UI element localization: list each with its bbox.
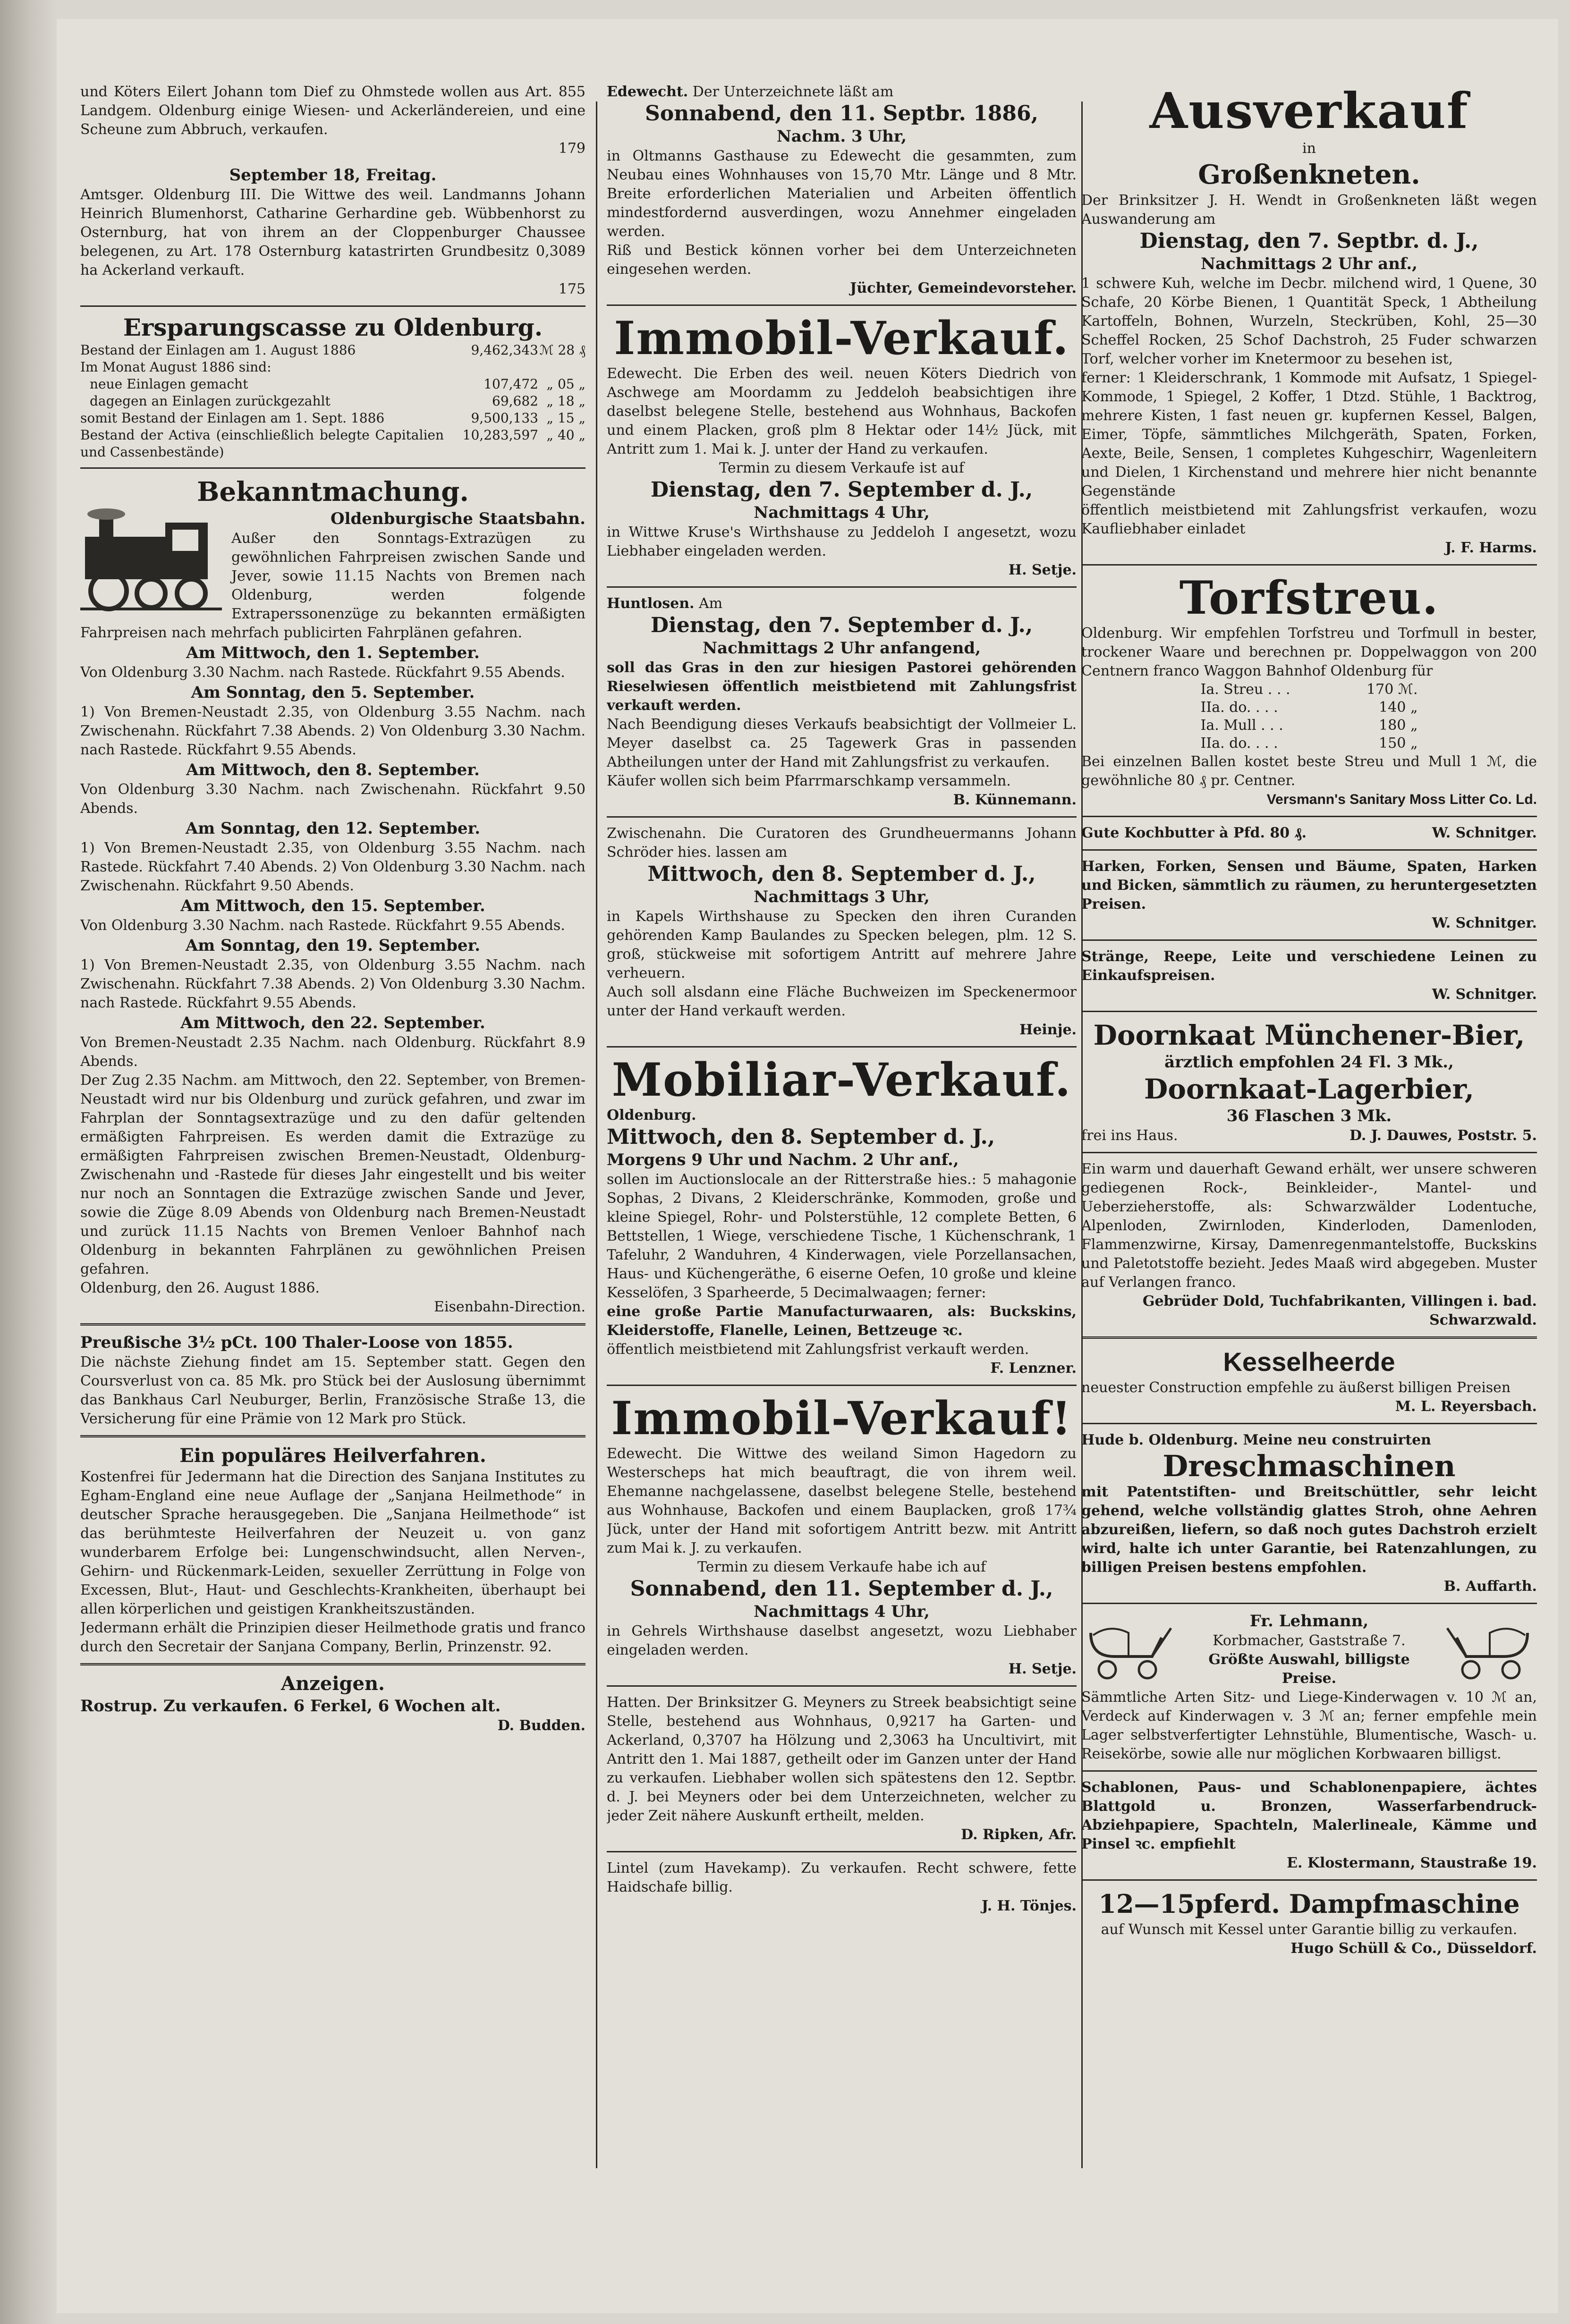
ad-time: Nachmittags 3 Uhr, (754, 887, 930, 906)
ad-title: Immobil-Verkauf! (611, 1392, 1072, 1445)
ad-name: Fr. Lehmann, (1249, 1612, 1369, 1631)
column-3 (1081, 83, 1537, 2215)
row-value: 107,472 (484, 376, 538, 392)
separator (80, 1663, 586, 1665)
ad-connector: in (1302, 140, 1316, 157)
book-spine (0, 0, 57, 2324)
ad-signature: J. F. Harms. (1445, 540, 1537, 556)
ad-lead: Termin zu diesem Verkaufe habe ich auf (697, 1559, 986, 1575)
ad-text: öffentlich meistbietend mit Zahlungsfrist verkaufen, wozu Kaufliebhaber einladet (1081, 502, 1537, 537)
ad-text: Hatten. Der Brinksitzer G. Meyners zu Streek beabsichtigt seine Stelle, bestehend aus Wohnhaus, 0,9217 ha Garten- und Ackerland, 0,3707 ha Hölzung und 2,3063 ha Uncultivirt, mit Antritt den 1. Mai 1887, getheilt oder im Ganzen unter der Hand zu verkaufen. Liebhaber wollen sich spätestens den 12. Septbr. d. J. bei Meyners oder bei dem Unterzeichneten, welcher zu jeder Zeit nähere Auskunft ertheilt, melden. (607, 1694, 1077, 1824)
ad-text: Schablonen, Paus- und Schablonenpapiere, ächtes Blattgold u. Bronzen, Wasserfarbendruck- Abziehpapiere, Spachteln, Malerlineale, Kämme und Pinsel ꝛc. empfiehlt (1081, 1779, 1537, 1852)
ad-signature: J. H. Tönjes. (981, 1898, 1077, 1914)
ad-number: 179 (558, 140, 586, 157)
entry-date: Am Mittwoch, den 15. September. (180, 896, 485, 915)
ad-heilverfahren (80, 1444, 586, 1656)
separator (607, 304, 1077, 306)
ad-ersparungscasse (80, 313, 586, 461)
ad-text: Käufer wollen sich beim Pfarrmarschkamp versammeln. (607, 773, 1011, 789)
ad-loose (80, 1332, 586, 1428)
entry-date: Am Mittwoch, den 1. September. (186, 643, 480, 662)
ad-text: sollen im Auctionslocale an der Ritterstraße hies.: 5 mahagonie Sophas, 2 Divans, 2 Kleiderschränke, Kommoden, große und kleine Spiegel, Rohr- und Polsterstühle, 12 complete Betten, 6 Bettstellen, 1 Wiege, verschiedene Tische, 1 Küchenschrank, 1 Tafeluhr, 2 Wanduhren, 4 Kinderwagen, viele Porzellansachen, Haus- und Küchengeräthe, 6 eiserne Oefen, 10 große und kleine Kesselöfen, 3 Sparheerde, 5 Decimalwaagen; ferner: (607, 1171, 1077, 1301)
ad-text: Stränge, Reepe, Leite und verschiedene Leinen zu Einkaufspreisen. (1081, 948, 1537, 984)
separator (607, 1851, 1077, 1852)
entry-date: Am Sonntag, den 19. September. (185, 936, 481, 955)
separator (1081, 1423, 1537, 1424)
pram-icon (1081, 1619, 1176, 1680)
row-label: Bestand der Einlagen am 1. August 1886 (80, 342, 356, 358)
ad-date: Mittwoch, den 8. September d. J., (647, 862, 1036, 886)
ad-signature: F. Lenzner. (990, 1360, 1077, 1377)
price-value: 170 ℳ. (1366, 681, 1418, 698)
separator (1081, 1603, 1537, 1604)
row-unit: „ 15 „ (546, 410, 586, 426)
row-unit: „ 18 „ (546, 393, 586, 409)
separator (1081, 939, 1537, 941)
ad-text: auf Wunsch mit Kessel unter Garantie billig zu verkaufen. (1101, 1921, 1518, 1938)
separator (1081, 816, 1537, 817)
ad-place: Edewecht. (607, 84, 688, 100)
row-label: somit Bestand der Einlagen am 1. Sept. 1886 (80, 410, 385, 426)
row-label: Bestand der Activa (einschließlich belegte Capitalien und Cassenbestände) (80, 427, 444, 460)
ad-text: in Oltmanns Gasthause zu Edewecht die gesammten, zum Neubau eines Wohnhauses von 15,70 Mtr. Länge und 8 Mtr. Breite erforderlichen Materialien und Arbeiten öffentlich mindestfordernd ausverdingen, wozu Annehmer eingeladen werden. (607, 148, 1077, 240)
ad-signature: Gebrüder Dold, Tuchfabrikanten, Villingen i. bad. Schwarzwald. (1142, 1293, 1537, 1328)
ad-text: Der Zug 2.35 Nachm. am Mittwoch, den 22. September, von Bremen-Neustadt wird nur bis Oldenburg und zurück gefahren, und zwar im Fahrplan der Sonntagsextrazüge und zu den dafür geltenden ermäßigten Fahrpreisen. Es werden damit die Extrazüge zu ermäßigten Fahrpreisen zwischen Bremen-Neustadt, Oldenburg-Zwischenahn und -Rastede für dieses Jahr eingestellt und bis weiter nur noch an Sonntagen die Extrazüge zwischen Sande und Jever, sowie die Züge 8.09 Abends von Oldenburg nach Bremen-Neustadt und zurück 11.15 Nachts von Bremen Venloer Bahnhof nach Oldenburg in bekannten Fahrplänen zu gewöhnlichen Preisen gefahren. (80, 1072, 586, 1277)
separator (607, 1385, 1077, 1386)
ad-schablonen (1081, 1778, 1537, 1873)
lehmann-title (1180, 1611, 1438, 1688)
ad-sept18 (80, 165, 586, 299)
ad-lodenstoffe (1081, 1160, 1537, 1330)
price-label: IIa. do. . . . (1200, 735, 1278, 752)
ad-time: Nachmittags 4 Uhr, (754, 1602, 930, 1621)
ad-signature: Versmann's Sanitary Moss Litter Co. Ld. (1266, 792, 1537, 807)
ad-lead: Termin zu diesem Verkaufe ist auf (719, 460, 964, 476)
ad-signature: Heinje. (1019, 1022, 1077, 1038)
table-row (80, 427, 586, 461)
locomotive-icon (80, 508, 222, 612)
ad-text: Jedermann erhält die Prinzipien dieser Heilmethode gratis und franco durch den Secretair der Sanjana Company, Berlin, Prinzenstr. 92. (80, 1620, 586, 1655)
entry-text: Von Oldenburg 3.30 Nachm. nach Rastede. Rückfahrt 9.55 Abends. (80, 917, 565, 934)
ad-date: Oldenburg, den 26. August 1886. (80, 1280, 320, 1296)
ad-text: Ein warm und dauerhaft Gewand erhält, wer unsere schweren gediegenen Rock-, Beinkleider-, Mantel- und Ueberzieherstoffe, als: Schwarzwälder Lodentuche, Alpenloden, Zwirnloden, Kinderloden, Damenloden, Flammenzwirne, Kirsay, Damenregenmantelstoffe, Buckskins und Paletotstoffe bezieht. Jedes Maaß wird abgegeben. Muster auf Verlangen franco. (1081, 1161, 1537, 1291)
separator (80, 1323, 586, 1326)
ad-straenge (1081, 947, 1537, 1004)
ad-place: Großenkneten. (1198, 159, 1420, 190)
ad-title: Dreschmaschinen (1163, 1449, 1456, 1483)
ad-ohmstede (80, 83, 586, 158)
entry-text: Von Oldenburg 3.30 Nachm. nach Rastede. Rückfahrt 9.55 Abends. (80, 664, 565, 681)
ad-text: in Gehrels Wirthshause daselbst angesetzt, wozu Liebhaber eingeladen werden. (607, 1623, 1077, 1658)
ad-title: Immobil-Verkauf. (614, 312, 1069, 365)
ad-text: Bei einzelnen Ballen kostet beste Streu und Mull 1 ℳ, die gewöhnliche 80 ₰ pr. Centner. (1081, 753, 1537, 789)
ad-date: Dienstag, den 7. Septbr. d. J., (1139, 229, 1479, 253)
ad-lead: Der Unterzeichnete läßt am (692, 84, 894, 100)
ad-signature: D. Budden. (497, 1717, 586, 1734)
ad-text: ferner: 1 Kleiderschrank, 1 Kommode mit Aufsatz, 1 Spiegel-Kommode, 1 Spiegel, 2 Koffer, 1 Dtzd. Stühle, 1 Backtrog, mehrere Kisten, 1 fast neuen gr. kupfernen Kessel, Balgen, Eimer, Töpfe, sämmtliches Milchgeräth, Spaten, Forken, Aexte, Beile, Sensen, 1 completes Kuhgeschirr, Wagenleitern und Dielen, 1 Kirchenstand und mehrere hier nicht benannte Gegenstände (1081, 370, 1537, 499)
table-row (80, 410, 586, 427)
table-row (80, 342, 586, 359)
ad-time: Nachmittags 2 Uhr anf., (1200, 254, 1418, 273)
ad-date: Dienstag, den 7. September d. J., (650, 478, 1033, 502)
ad-text: 1 schwere Kuh, welche im Decbr. milchend wird, 1 Quene, 30 Schafe, 20 Körbe Bienen, 1 Quantität Speck, 1 Abtheilung Kartoffeln, Bohnen, Wurzeln, Steckrüben, Kohl, 25—30 Scheffel Rocken, 25 Schof Dachstroh, 25 Fuder schwarzen Torf, welcher vorher im Knetermoor zu besehen ist, (1081, 275, 1537, 367)
ad-bekanntmachung (80, 475, 586, 1317)
ad-signature: B. Auffarth. (1443, 1578, 1537, 1595)
ad-heading: Preußische 3½ pCt. 100 Thaler-Loose von 1855. (80, 1333, 513, 1352)
ad-text: in Wittwe Kruse's Wirthshause zu Jeddeloh I angesetzt, wozu Liebhaber eingeladen werden. (607, 524, 1077, 559)
ad-hatten (607, 1693, 1077, 1844)
ad-signature: Hugo Schüll & Co., Düsseldorf. (1290, 1940, 1537, 1957)
ad-signature: D. J. Dauwes, Poststr. 5. (1349, 1127, 1537, 1144)
entry-date: Am Sonntag, den 12. September. (185, 819, 481, 838)
ad-signature: B. Künnemann. (953, 792, 1077, 808)
ad-place: Oldenburg. (607, 1107, 696, 1124)
separator (607, 816, 1077, 818)
separator (1081, 564, 1537, 566)
ad-heading: September 18, Freitag. (229, 166, 437, 185)
entry-date: Am Mittwoch, den 22. September. (180, 1014, 485, 1032)
ad-text: frei ins Haus. (1081, 1127, 1178, 1144)
price-value: 150 „ (1379, 735, 1418, 752)
ad-signature: W. Schnitger. (1432, 825, 1537, 841)
column-1 (80, 83, 586, 2215)
row-value (444, 359, 538, 376)
separator (1081, 1336, 1537, 1339)
ad-text: öffentlich meistbietend mit Zahlungsfrist verkauft werden. (607, 1341, 1029, 1358)
ad-title: Ausverkauf (1149, 83, 1469, 140)
table-row (80, 393, 586, 410)
row-unit: „ 40 „ (546, 427, 586, 443)
ad-kochbutter (1081, 824, 1537, 843)
ad-signature: Jüchter, Gemeindevorsteher. (850, 280, 1077, 296)
entry-text: Von Bremen-Neustadt 2.35 Nachm. nach Oldenburg. Rückfahrt 8.9 Abends. (80, 1034, 586, 1070)
ad-title: 12—15pferd. Dampfmaschine (1098, 1889, 1520, 1919)
ad-signature: D. Ripken, Afr. (961, 1826, 1077, 1843)
ad-text: Lintel (zum Havekamp). Zu verkaufen. Recht schwere, fette Haidschafe billig. (607, 1860, 1077, 1895)
ad-text: soll das Gras in den zur hiesigen Pastorei gehörenden Rieselwiesen öffentlich meistbietend mit Zahlungsfrist verkauft werden. (607, 659, 1077, 714)
row-label: dagegen an Einlagen zurückgezahlt (90, 393, 331, 409)
column-rule-1 (596, 101, 597, 2168)
ad-text: Oldenburg. Wir empfehlen Torfstreu und Torfmull in bester, trockener Waare und berechnen pr. Doppelwaggon von 200 Centnern franco Waggon Bahnhof Oldenburg für (1081, 625, 1537, 679)
ad-lead: Am (699, 595, 723, 612)
ad-text: Auch soll alsdann eine Fläche Buchweizen im Speckenermoor unter der Hand verkauft werden. (607, 984, 1077, 1019)
ad-date: Mittwoch, den 8. September d. J., (607, 1125, 995, 1149)
pram-icon (1443, 1619, 1537, 1680)
entry-date: Am Mittwoch, den 8. September. (186, 761, 480, 779)
entry-date: Am Sonntag, den 5. September. (191, 683, 475, 702)
ad-title: Kesselheerde (1223, 1347, 1395, 1377)
ad-signature: H. Setje. (1008, 1661, 1077, 1677)
price-row (1081, 735, 1537, 752)
price-row (1081, 717, 1537, 735)
ad-line: 36 Flaschen 3 Mk. (1226, 1107, 1392, 1125)
ad-text: und Köters Eilert Johann tom Dief zu Ohmstede wollen aus Art. 855 Landgem. Oldenburg einige Wiesen- und Ackerländereien, und eine Scheune zum Abbruch, verkaufen. (80, 84, 586, 138)
ad-line: Korbmacher, Gaststraße 7. (1213, 1632, 1406, 1649)
ad-text: eine große Partie Manufacturwaaren, als: Buckskins, Kleiderstoffe, Flanelle, Leinen, Bettzeuge ꝛc. (607, 1303, 1077, 1339)
price-value: 180 „ (1379, 717, 1418, 734)
separator (1081, 1879, 1537, 1881)
ad-time: Nachmittags 4 Uhr, (754, 503, 930, 522)
ad-text: Riß und Bestick können vorher bei dem Unterzeichneten eingesehen werden. (607, 242, 1077, 278)
row-unit: „ 05 „ (546, 376, 586, 392)
ad-anzeigen (80, 1672, 586, 1735)
ad-harken (1081, 857, 1537, 933)
ad-torfstreu (1081, 572, 1537, 809)
ad-signature: E. Klostermann, Staustraße 19. (1287, 1855, 1537, 1871)
ad-edewecht-neubau (607, 83, 1077, 298)
ad-signature: M. L. Reyersbach. (1395, 1398, 1537, 1415)
ad-text: mit Patentstiften- und Breitschüttler, sehr leicht gehend, welche vollständig glattes Stroh, ohne Aehren abzureißen, liefern, so daß noch gutes Dachstroh erzielt wird, halte ich unter Garantie, bei Ratenzahlungen, zu billigen Preisen bestens empfohlen. (1081, 1484, 1537, 1576)
table-row (80, 359, 586, 376)
row-label: neue Einlagen gemacht (90, 376, 248, 392)
entry-text: 1) Von Bremen-Neustadt 2.35, von Oldenburg 3.55 Nachm. nach Rastede. Rückfahrt 7.40 Abends. 2) Von Oldenburg 3.30 Nachm. nach Zwischenahn. Rückfahrt 9.50 Abends. (80, 840, 586, 894)
separator (1081, 1011, 1537, 1012)
separator (80, 305, 586, 307)
ad-text: Der Brinksitzer J. H. Wendt in Großenkneten läßt wegen Auswanderung am (1081, 192, 1537, 228)
bank-table (80, 342, 586, 461)
ad-lehmann (1081, 1611, 1537, 1764)
ad-text: Kostenfrei für Jedermann hat die Direction des Sanjana Institutes zu Egham-England eine neue Auflage der „Sanjana Heilmethode“ in deutscher Sprache herausgegeben. Die „Sanjana Heilmethode“ ist das berühmteste Heilverfahren der Neuzeit u. von ganz wunderbarem Erfolge bei: Lungenschwindsucht, allen Nerven-, Gehirn- und Rückenmark-Leiden, sexueller Zerrüttung in Folge von Excessen, Blut-, Haut- und Geschlechts-Krankheiten, überhaupt bei allen körperlichen und geistigen Krankheitszuständen. (80, 1469, 586, 1617)
ad-doornkaat (1081, 1019, 1537, 1145)
row-unit: ℳ 28 ₰ (539, 342, 586, 358)
ad-time: Nachm. 3 Uhr, (776, 127, 907, 146)
ad-text: Amtsger. Oldenburg III. Die Wittwe des weil. Landmanns Johann Heinrich Blumenhorst, Catharine Gerhardine geb. Wübbenhorst zu Osternburg, hat von ihrem an der Cloppenburger Chaussee belegenen, zu Art. 178 Osternburg katastrirten Grundbesitz 0,3089 ha Ackerland verkauft. (80, 186, 586, 279)
ad-title: Torfstreu. (1179, 571, 1439, 625)
ad-line: ärztlich empfohlen 24 Fl. 3 Mk., (1164, 1053, 1454, 1072)
ad-date: Dienstag, den 7. September d. J., (650, 613, 1033, 637)
ad-title: Mobiliar-Verkauf. (611, 1053, 1072, 1107)
ad-ausverkauf (1081, 83, 1537, 558)
separator (80, 1435, 586, 1437)
row-label: Im Monat August 1886 sind: (80, 359, 272, 375)
ad-title: Doornkaat Münchener-Bier, (1093, 1019, 1525, 1051)
separator (80, 467, 586, 469)
ad-signature: H. Setje. (1008, 562, 1077, 578)
ad-immobil-verkauf-2 (607, 1393, 1077, 1679)
ad-dreschmaschinen (1081, 1431, 1537, 1596)
ad-date: Sonnabend, den 11. Septbr. 1886, (645, 101, 1038, 126)
ad-title: Ersparungscasse zu Oldenburg. (123, 313, 543, 341)
row-value: 9,462,343 (471, 342, 538, 358)
ad-text: Rostrup. Zu verkaufen. 6 Ferkel, 6 Wochen alt. (80, 1697, 501, 1716)
separator (1081, 1152, 1537, 1153)
separator (1081, 1770, 1537, 1772)
row-value: 69,682 (492, 393, 538, 409)
row-value: 10,283,597 (462, 427, 538, 443)
entry-text: 1) Von Bremen-Neustadt 2.35, von Oldenburg 3.55 Nachm. nach Zwischenahn. Rückfahrt 7.38 Abends. 2) Von Oldenburg 3.30 Nachm. nach Rastede. Rückfahrt 9.55 Abends. (80, 704, 586, 758)
ad-immobil-verkauf-1 (607, 313, 1077, 580)
ad-text: neuester Construction empfehle zu äußerst billigen Preisen (1081, 1379, 1511, 1396)
ad-text: Edewecht. Die Erben des weil. neuen Köters Diedrich von Aschwege am Moordamm zu Jeddeloh beabsichtigen ihre daselbst belegene Stelle, bestehend aus Wohnhaus, Backofen und einem Placken, groß plm 8 Hektar oder 14½ Jück, mit Antritt zum 1. Mai k. J. unter der Hand zu verkaufen. (607, 365, 1077, 457)
table-row (80, 376, 586, 393)
separator (607, 586, 1077, 588)
ad-kesselheerde (1081, 1345, 1537, 1416)
ad-title: Anzeigen. (281, 1673, 385, 1695)
ad-text: Nach Beendigung dieses Verkaufs beabsichtigt der Vollmeier L. Meyer daselbst ca. 25 Tagewerk Gras in passenden Abtheilungen unter der Hand mit Zahlungsfrist zu verkaufen. (607, 716, 1077, 770)
ad-lintel (607, 1859, 1077, 1916)
separator (607, 1685, 1077, 1687)
ad-text: in Kapels Wirthshause zu Specken den ihren Curanden gehörenden Kamp Baulandes zu Specken belegen, plm. 12 S. groß, stückweise mit sofortigem Antritt auf mehrere Jahre verheuern. (607, 908, 1077, 981)
separator (1081, 849, 1537, 851)
row-value: 9,500,133 (471, 410, 538, 426)
ad-signature: Eisenbahn-Direction. (434, 1299, 586, 1315)
ad-time: Nachmittags 2 Uhr anfangend, (702, 639, 981, 658)
entry-text: Von Oldenburg 3.30 Nachm. nach Zwischenahn. Rückfahrt 9.50 Abends. (80, 781, 586, 817)
price-row (1081, 699, 1537, 717)
ad-zwischenahn (607, 824, 1077, 1039)
ad-text: Harken, Forken, Sensen und Bäume, Spaten, Harken und Bicken, sämmtlich zu räumen, zu heruntergesetzten Preisen. (1081, 858, 1537, 913)
price-label: IIa. do. . . . (1200, 699, 1278, 716)
ad-text: Gute Kochbutter à Pfd. 80 ₰. (1081, 825, 1307, 841)
ad-signature: W. Schnitger. (1432, 986, 1537, 1003)
ad-text: Edewecht. Die Wittwe des weiland Simon Hagedorn zu Westerscheps hat mich beauftragt, die von ihrem weil. Ehemanne nachgelassene, daselbst belegene Stelle, bestehend aus Wohnhause, Backofen und einem Bauplacken, groß 17¾ Jück, unter der Hand mit sofortigem Antritt bezw. mit Antritt zum Mai k. J. zu verkaufen. (607, 1445, 1077, 1556)
ad-dampfmaschine (1081, 1887, 1537, 1958)
ad-title: Bekanntmachung. (197, 476, 469, 507)
ad-mobiliar-verkauf (607, 1054, 1077, 1378)
ad-time: Morgens 9 Uhr und Nachm. 2 Uhr anf., (607, 1150, 959, 1169)
ad-text: Zwischenahn. Die Curatoren des Grundheuermanns Johann Schröder hies. lassen am (607, 825, 1077, 861)
separator (607, 1046, 1077, 1048)
ad-title: Doornkaat-Lagerbier, (1144, 1073, 1474, 1105)
entry-text: 1) Von Bremen-Neustadt 2.35, von Oldenburg 3.55 Nachm. nach Zwischenahn. Rückfahrt 7.38 Abends. 2) Von Oldenburg 3.30 Nachm. nach Rastede. Rückfahrt 9.55 Abends. (80, 957, 586, 1011)
price-row (1081, 681, 1537, 699)
ad-text: Sämmtliche Arten Sitz- und Liege-Kinderwagen v. 10 ℳ an, Verdeck auf Kinderwagen v. 3 ℳ an; ferner empfehle mein Lager selbstverfertigter Lehnstühle, Blumentische, Wasch- u. Reisekörbe, sowie alle nur möglichen Korbwaaren billigst. (1081, 1689, 1537, 1762)
ad-title: Ein populäres Heilverfahren. (179, 1445, 486, 1467)
row-unit (538, 359, 586, 376)
ad-number: 175 (558, 281, 586, 297)
price-label: Ia. Mull . . . (1200, 717, 1283, 734)
ad-subtitle: Oldenburgische Staatsbahn. (330, 509, 586, 528)
ad-huntlosen (607, 594, 1077, 810)
price-value: 140 „ (1379, 699, 1418, 716)
ad-date: Sonnabend, den 11. September d. J., (630, 1577, 1053, 1601)
price-label: Ia. Streu . . . (1200, 681, 1290, 698)
ad-text: Hude b. Oldenburg. Meine neu construirten (1081, 1432, 1431, 1448)
ad-place: Huntlosen. (607, 595, 695, 612)
ad-text: Die nächste Ziehung findet am 15. September statt. Gegen den Coursverlust von ca. 85 Mk. pro Stück bei der Auslosung übernimmt das Bankhaus Carl Neuburger, Berlin, Französische Straße 13, die Versicherung für eine Prämie von 12 Mark pro Stück. (80, 1354, 586, 1427)
ad-signature: W. Schnitger. (1432, 915, 1537, 931)
ad-line: Größte Auswahl, billigste Preise. (1208, 1651, 1410, 1687)
ad-text: Außer den Sonntags-Extrazügen zu gewöhnlichen Fahrpreisen zwischen Sande und Jever, sowie 11.15 Nachts von Bremen nach Oldenburg, werden folgende Extraperssonenzüge zu bekannten ermäßigten Fahrpreisen nach mehrfach publicirten Fahrplänen gefahren. (80, 530, 586, 641)
column-2 (607, 83, 1077, 2215)
lehmann-header (1081, 1611, 1537, 1688)
